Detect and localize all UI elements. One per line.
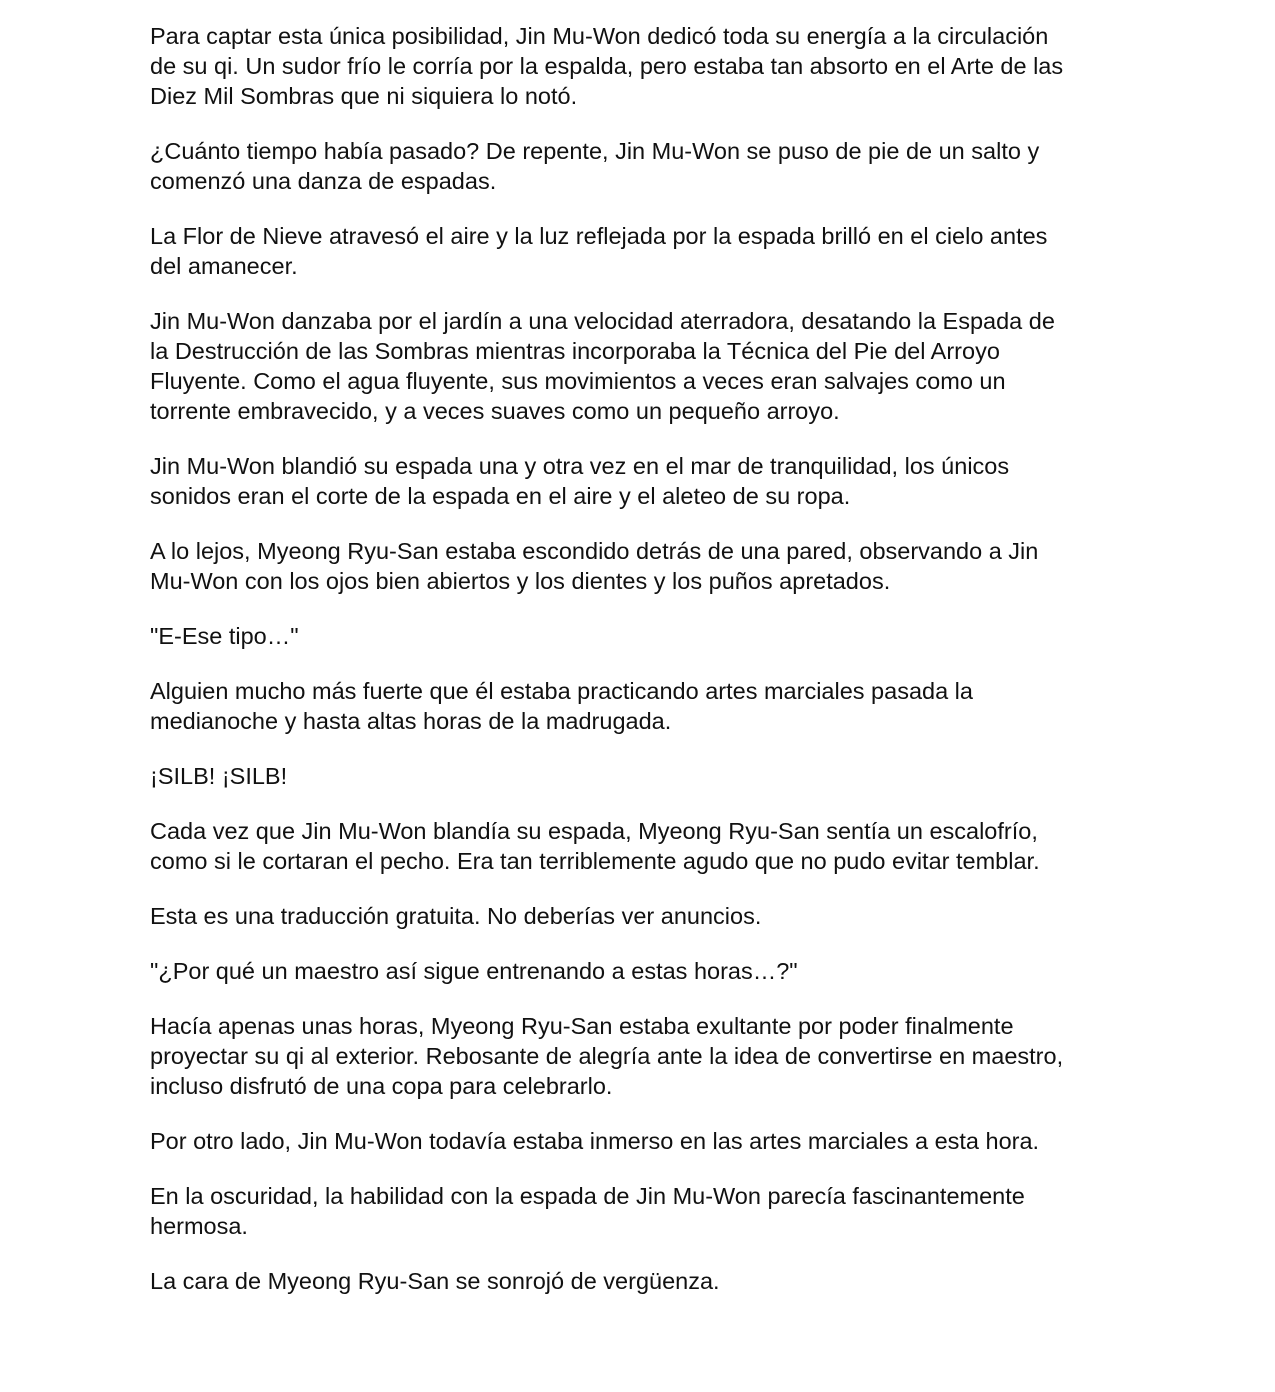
- paragraph-2: ¿Cuánto tiempo había pasado? De repente, Jin Mu-Won se puso de pie de un salto y comenzó una danza de espadas.: [150, 138, 1040, 194]
- paragraph-1: Para captar esta única posibilidad, Jin Mu-Won dedicó toda su energía a la circulación de su qi. Un sudor frío le corría por la espalda, pero estaba tan absorto en el Arte de las Diez Mil Sombras que ni siquiera lo notó.: [150, 23, 1064, 109]
- paragraph-9: ¡SILB! ¡SILB!: [150, 763, 288, 789]
- paragraph-16: La cara de Myeong Ryu-San se sonrojó de vergüenza.: [150, 1268, 720, 1294]
- paragraph-10: Cada vez que Jin Mu-Won blandía su espada, Myeong Ryu-San sentía un escalofrío, como si le cortaran el pecho. Era tan terriblemente agudo que no pudo evitar temblar.: [150, 818, 1040, 874]
- paragraph-11: Esta es una traducción gratuita. No deberías ver anuncios.: [150, 903, 762, 929]
- paragraph-12: "¿Por qué un maestro así sigue entrenando a estas horas…?": [150, 958, 798, 984]
- paragraph-5: Jin Mu-Won blandió su espada una y otra vez en el mar de tranquilidad, los únicos sonidos eran el corte de la espada en el aire y el aleteo de su ropa.: [150, 453, 1010, 509]
- paragraph-4: Jin Mu-Won danzaba por el jardín a una velocidad aterradora, desatando la Espada de la Destrucción de las Sombras mientras incorporaba la Técnica del Pie del Arroyo Fluyente. Como el agua fluyente, sus movimientos a veces eran salvajes como un torrente embravecido, y a veces suaves como un pequeño arroyo.: [150, 308, 1055, 424]
- paragraph-6: A lo lejos, Myeong Ryu-San estaba escondido detrás de una pared, observando a Jin Mu-Won con los ojos bien abiertos y los dientes y los puños apretados.: [150, 538, 1039, 594]
- paragraph-14: Por otro lado, Jin Mu-Won todavía estaba inmerso en las artes marciales a esta hora.: [150, 1128, 1040, 1154]
- paragraph-7: "E-Ese tipo…": [150, 623, 299, 649]
- paragraph-15: En la oscuridad, la habilidad con la espada de Jin Mu-Won parecía fascinantemente hermosa.: [150, 1183, 1025, 1239]
- paragraph-8: Alguien mucho más fuerte que él estaba practicando artes marciales pasada la medianoche y hasta altas horas de la madrugada.: [150, 678, 973, 734]
- document-page: [150, 21, 1140, 1321]
- paragraph-13: Hacía apenas unas horas, Myeong Ryu-San estaba exultante por poder finalmente proyectar su qi al exterior. Rebosante de alegría ante la idea de convertirse en maestro, incluso disfrutó de una copa para celebrarlo.: [150, 1013, 1064, 1099]
- paragraph-3: La Flor de Nieve atravesó el aire y la luz reflejada por la espada brilló en el cielo antes del amanecer.: [150, 223, 1048, 279]
